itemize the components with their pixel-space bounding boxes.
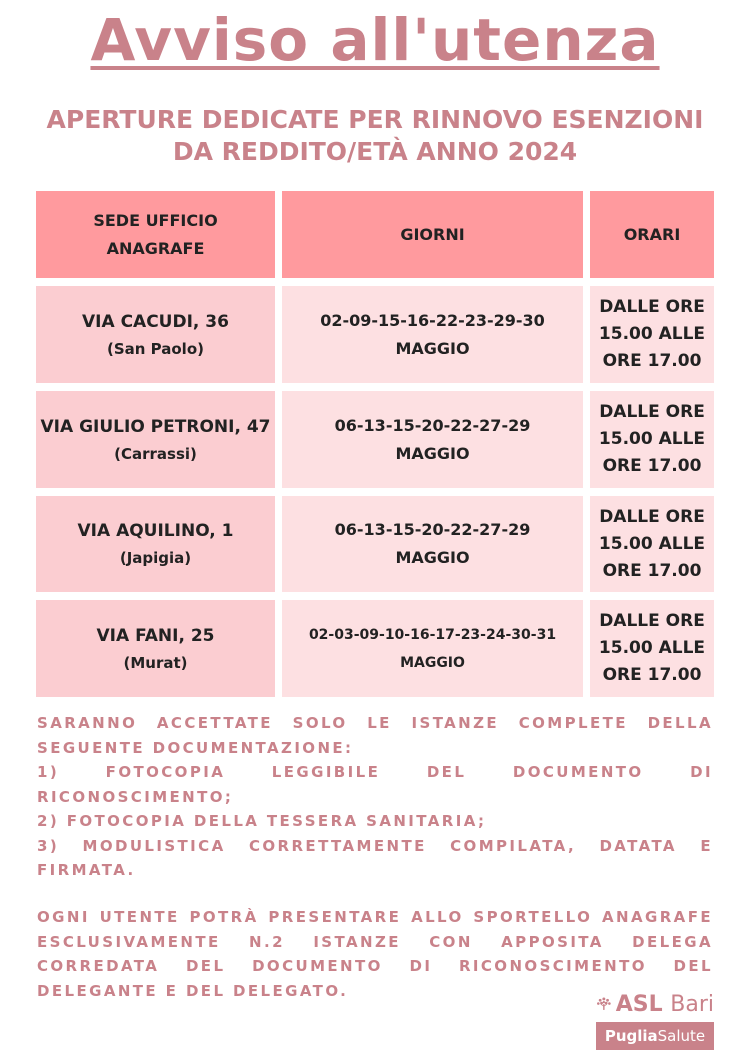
opening-month: MAGGIO — [395, 443, 470, 463]
opening-month: MAGGIO — [400, 654, 465, 671]
hours-line: DALLE ORE — [599, 611, 705, 631]
office-address: VIA AQUILINO, 1 — [77, 521, 234, 541]
table-row-place — [36, 600, 275, 697]
table-row-place — [36, 286, 275, 383]
hours-line: ORE 17.00 — [602, 351, 702, 371]
opening-days: 02-09-15-16-22-23-29-30 — [320, 310, 545, 330]
requirements-intro: SARANNO ACCETTATE SOLO LE ISTANZE COMPLETE DELLA SEGUENTE DOCUMENTAZIONE: — [37, 714, 713, 757]
subtitle-line: APERTURE DEDICATE PER RINNOVO ESENZIONI — [46, 105, 704, 134]
asl-bari-logo — [596, 988, 714, 1050]
table-row-days — [282, 391, 583, 488]
hours-line: DALLE ORE — [599, 402, 705, 422]
hours-line: ORE 17.00 — [602, 456, 702, 476]
table-row-days — [282, 496, 583, 592]
office-address: VIA CACUDI, 36 — [82, 311, 229, 332]
tree-icon — [596, 988, 612, 1020]
logo-name-bold: ASL — [615, 991, 663, 1017]
office-address: VIA GIULIO PETRONI, 47 — [40, 416, 271, 437]
logo-name-light: Bari — [670, 991, 714, 1017]
hours-line: ORE 17.00 — [602, 665, 702, 685]
logo-bar-light: Salute — [657, 1027, 706, 1045]
subtitle-line: DA REDDITO/ETÀ ANNO 2024 — [172, 137, 578, 166]
page-title: Avviso all'utenza — [90, 6, 660, 74]
opening-month: MAGGIO — [395, 338, 470, 358]
requirement-item: 1) FOTOCOPIA LEGGIBILE DEL DOCUMENTO DI RICONOSCIMENTO; — [37, 763, 713, 806]
header-orari — [590, 191, 714, 278]
header-line: ANAGRAFE — [106, 238, 205, 258]
header-giorni — [282, 191, 583, 278]
logo-bar-bold: Puglia — [604, 1027, 658, 1045]
office-address: VIA FANI, 25 — [96, 625, 215, 646]
requirements-notes — [37, 711, 713, 883]
opening-month: MAGGIO — [395, 548, 470, 567]
table-row-hours — [590, 600, 714, 697]
requirement-item: 3) MODULISTICA CORRETTAMENTE COMPILATA, DATATA E FIRMATA. — [37, 836, 713, 879]
opening-days: 02-03-09-10-16-17-23-24-30-31 — [308, 626, 557, 643]
office-district: (Carrassi) — [114, 444, 197, 463]
hours-line: 15.00 ALLE — [598, 638, 706, 658]
opening-days: 06-13-15-20-22-27-29 — [334, 415, 531, 435]
hours-line: DALLE ORE — [599, 297, 705, 317]
table-row-hours — [590, 496, 714, 592]
office-district: (Murat) — [123, 653, 188, 672]
header-sede — [36, 191, 275, 278]
delegation-text: OGNI UTENTE POTRÀ PRESENTARE ALLO SPORTELLO ANAGRAFE ESCLUSIVAMENTE N.2 ISTANZE CON APPOSITA DELEGA CORREDATA DEL DOCUMENTO DI RICONOSCIMENTO DEL DELEGANTE E DEL DELEGATO. — [37, 908, 713, 1000]
table-row-days — [282, 600, 583, 697]
hours-line: 15.00 ALLE — [598, 533, 706, 554]
header-line: SEDE UFFICIO — [93, 210, 218, 230]
table-row-place — [36, 496, 275, 592]
table-row-hours — [590, 286, 714, 383]
table-row-hours — [590, 391, 714, 488]
hours-line: ORE 17.00 — [602, 560, 702, 581]
hours-line: 15.00 ALLE — [598, 324, 706, 344]
table-row-days — [282, 286, 583, 383]
hours-line: 15.00 ALLE — [598, 429, 706, 449]
hours-line: DALLE ORE — [599, 506, 705, 527]
logo-bar — [596, 1022, 714, 1050]
header-line: ORARI — [623, 224, 681, 244]
office-district: (Japigia) — [119, 549, 192, 567]
opening-days: 06-13-15-20-22-27-29 — [334, 520, 531, 539]
logo-top — [596, 988, 714, 1020]
requirement-item: 2) FOTOCOPIA DELLA TESSERA SANITARIA; — [37, 812, 487, 830]
header-line: GIORNI — [400, 224, 465, 244]
logo-name — [616, 992, 714, 1017]
office-district: (San Paolo) — [106, 339, 204, 358]
page-subtitle — [0, 104, 750, 168]
table-row-place — [36, 391, 275, 488]
